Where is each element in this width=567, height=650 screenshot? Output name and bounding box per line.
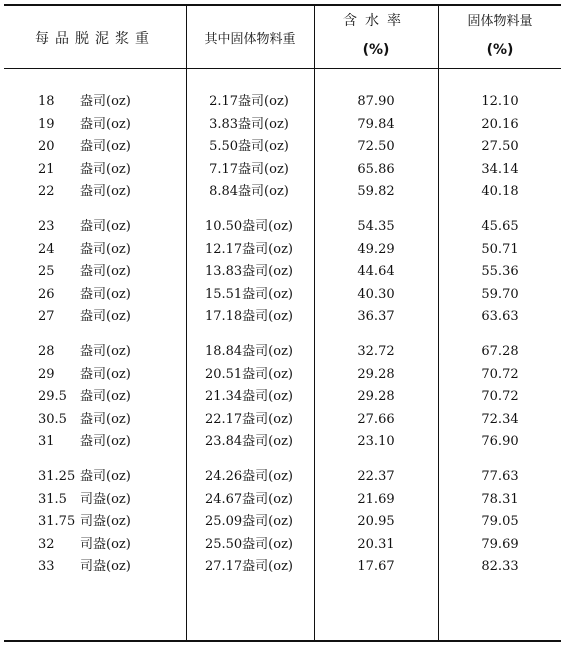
solid-amount-cell: 70.72 <box>481 389 519 405</box>
table-row <box>0 489 567 511</box>
solid-amount-cell: 12.10 <box>481 94 519 109</box>
water-content-cell: 21.69 <box>357 491 395 507</box>
solid-amount-cell: 55.36 <box>481 264 519 280</box>
slurry-weight-value: 24 <box>38 241 55 257</box>
water-content-cell: 49.29 <box>357 241 395 257</box>
slurry-weight-unit: 盎司(oz) <box>80 411 131 427</box>
slurry-weight-unit: 盎司(oz) <box>80 241 131 257</box>
water-content-cell: 20.31 <box>357 536 395 552</box>
table-row <box>0 181 567 203</box>
water-content-cell: 36.37 <box>357 309 395 325</box>
table-row <box>0 466 567 488</box>
slurry-weight-value: 32 <box>38 536 55 552</box>
solid-weight-cell: 18.84盎司(oz) <box>204 344 294 359</box>
water-content-cell: 17.67 <box>357 559 395 575</box>
solid-weight-cell: 27.17盎司(oz) <box>204 559 294 575</box>
solid-weight-cell: 23.84盎司(oz) <box>204 434 294 450</box>
slurry-weight-unit: 司盎(oz) <box>80 559 131 575</box>
slurry-weight-unit: 盎司(oz) <box>80 309 131 325</box>
header-water-content: 含水率 <box>343 13 409 29</box>
slurry-weight-value: 31.5 <box>38 491 67 507</box>
solid-weight-cell: 15.51盎司(oz) <box>204 286 294 302</box>
table-row <box>0 261 567 283</box>
slurry-weight-value: 31 <box>38 434 55 450</box>
water-content-cell: 59.82 <box>357 184 395 200</box>
table-row <box>0 91 567 113</box>
slurry-weight-unit: 司盎(oz) <box>80 536 131 552</box>
water-content-cell: 54.35 <box>357 219 395 234</box>
table-row <box>0 159 567 181</box>
table-row <box>0 431 567 453</box>
water-content-cell: 22.37 <box>357 469 395 484</box>
slurry-weight-unit: 盎司(oz) <box>80 264 131 280</box>
solid-amount-cell: 82.33 <box>481 559 519 575</box>
water-content-cell: 32.72 <box>357 344 395 359</box>
table-row <box>0 534 567 556</box>
water-content-cell: 72.50 <box>357 139 395 155</box>
solid-weight-cell: 17.18盎司(oz) <box>204 309 294 325</box>
table-row <box>0 556 567 578</box>
slurry-weight-unit: 盎司(oz) <box>80 184 131 200</box>
slurry-weight-unit: 盎司(oz) <box>80 219 131 234</box>
slurry-weight-unit: 盎司(oz) <box>80 344 131 359</box>
slurry-weight-value: 27 <box>38 309 55 325</box>
solid-weight-cell: 7.17盎司(oz) <box>209 161 289 177</box>
slurry-weight-value: 31.25 <box>38 469 76 484</box>
slurry-weight-value: 30.5 <box>38 411 67 427</box>
table-header-rule <box>4 68 561 69</box>
solid-weight-cell: 24.67盎司(oz) <box>204 491 294 507</box>
slurry-weight-value: 29.5 <box>38 389 67 405</box>
solid-amount-cell: 59.70 <box>481 286 519 302</box>
solid-amount-cell: 45.65 <box>481 219 519 234</box>
table-row <box>0 114 567 136</box>
slurry-weight-unit: 盎司(oz) <box>80 139 131 155</box>
table-row <box>0 341 567 363</box>
water-content-cell: 87.90 <box>357 94 395 109</box>
table-row <box>0 364 567 386</box>
table-row <box>0 239 567 261</box>
water-content-cell: 40.30 <box>357 286 395 302</box>
table-row <box>0 136 567 158</box>
solid-weight-cell: 22.17盎司(oz) <box>204 411 294 427</box>
table-row <box>0 386 567 408</box>
header-solid-amount: 固体物料量 <box>467 14 533 29</box>
solid-amount-cell: 20.16 <box>481 116 519 132</box>
slurry-weight-unit: 盎司(oz) <box>80 469 131 484</box>
slurry-weight-value: 22 <box>38 184 55 200</box>
water-content-cell: 79.84 <box>357 116 395 132</box>
slurry-weight-value: 29 <box>38 366 55 382</box>
table-top-rule <box>4 4 561 6</box>
slurry-weight-value: 25 <box>38 264 55 280</box>
solid-weight-cell: 2.17盎司(oz) <box>209 94 289 109</box>
solid-weight-cell: 24.26盎司(oz) <box>204 469 294 484</box>
slurry-weight-value: 20 <box>38 139 55 155</box>
slurry-weight-unit: 盎司(oz) <box>80 434 131 450</box>
solid-amount-cell: 27.50 <box>481 139 519 155</box>
water-content-cell: 65.86 <box>357 161 395 177</box>
slurry-weight-unit: 盎司(oz) <box>80 94 131 109</box>
slurry-weight-unit: 盎司(oz) <box>80 366 131 382</box>
solid-amount-cell: 50.71 <box>481 241 519 257</box>
solid-weight-cell: 13.83盎司(oz) <box>204 264 294 280</box>
table-row <box>0 216 567 238</box>
solid-amount-cell: 67.28 <box>481 344 519 359</box>
header-solid-amount-unit: (%) <box>486 42 514 58</box>
slurry-weight-unit: 盎司(oz) <box>80 286 131 302</box>
solid-weight-cell: 21.34盎司(oz) <box>204 389 294 405</box>
header-solid-weight: 其中固体物料重 <box>204 32 296 47</box>
slurry-weight-unit: 盎司(oz) <box>80 389 131 405</box>
header-slurry-weight: 每品脱泥浆重 <box>35 31 155 47</box>
slurry-weight-unit: 盎司(oz) <box>80 161 131 177</box>
water-content-cell: 20.95 <box>357 514 395 530</box>
solid-amount-cell: 77.63 <box>481 469 519 484</box>
water-content-cell: 27.66 <box>357 411 395 427</box>
water-content-cell: 29.28 <box>357 366 395 382</box>
solid-weight-cell: 5.50盎司(oz) <box>209 139 289 155</box>
table-row <box>0 306 567 328</box>
table-row <box>0 409 567 431</box>
slurry-weight-value: 21 <box>38 161 55 177</box>
table-row <box>0 511 567 533</box>
water-content-cell: 23.10 <box>357 434 395 450</box>
slurry-weight-value: 28 <box>38 344 55 359</box>
solid-amount-cell: 76.90 <box>481 434 519 450</box>
solid-amount-cell: 63.63 <box>481 309 519 325</box>
slurry-weight-value: 18 <box>38 94 55 109</box>
solid-amount-cell: 79.05 <box>481 514 519 530</box>
slurry-weight-value: 33 <box>38 559 55 575</box>
solid-amount-cell: 40.18 <box>481 184 519 200</box>
table-row <box>0 284 567 306</box>
slurry-weight-value: 19 <box>38 116 55 132</box>
slurry-weight-value: 23 <box>38 219 55 234</box>
solid-weight-cell: 3.83盎司(oz) <box>209 116 289 132</box>
solid-weight-cell: 20.51盎司(oz) <box>204 366 294 382</box>
solid-weight-cell: 25.09盎司(oz) <box>204 514 294 530</box>
slurry-weight-unit: 盎司(oz) <box>80 116 131 132</box>
slurry-weight-value: 31.75 <box>38 514 76 530</box>
solid-weight-cell: 12.17盎司(oz) <box>204 241 294 257</box>
solid-amount-cell: 72.34 <box>481 411 519 427</box>
solid-weight-cell: 25.50盎司(oz) <box>204 536 294 552</box>
slurry-weight-unit: 司盎(oz) <box>80 491 131 507</box>
solid-weight-cell: 10.50盎司(oz) <box>204 219 294 234</box>
table-bottom-rule <box>4 640 561 642</box>
header-water-content-unit: (%) <box>362 42 390 58</box>
solid-amount-cell: 79.69 <box>481 536 519 552</box>
solid-amount-cell: 78.31 <box>481 491 519 507</box>
slurry-weight-unit: 司盎(oz) <box>80 514 131 530</box>
water-content-cell: 44.64 <box>357 264 395 280</box>
solid-weight-cell: 8.84盎司(oz) <box>209 184 289 200</box>
solid-amount-cell: 34.14 <box>481 161 519 177</box>
solid-amount-cell: 70.72 <box>481 366 519 382</box>
water-content-cell: 29.28 <box>357 389 395 405</box>
slurry-weight-value: 26 <box>38 286 55 302</box>
